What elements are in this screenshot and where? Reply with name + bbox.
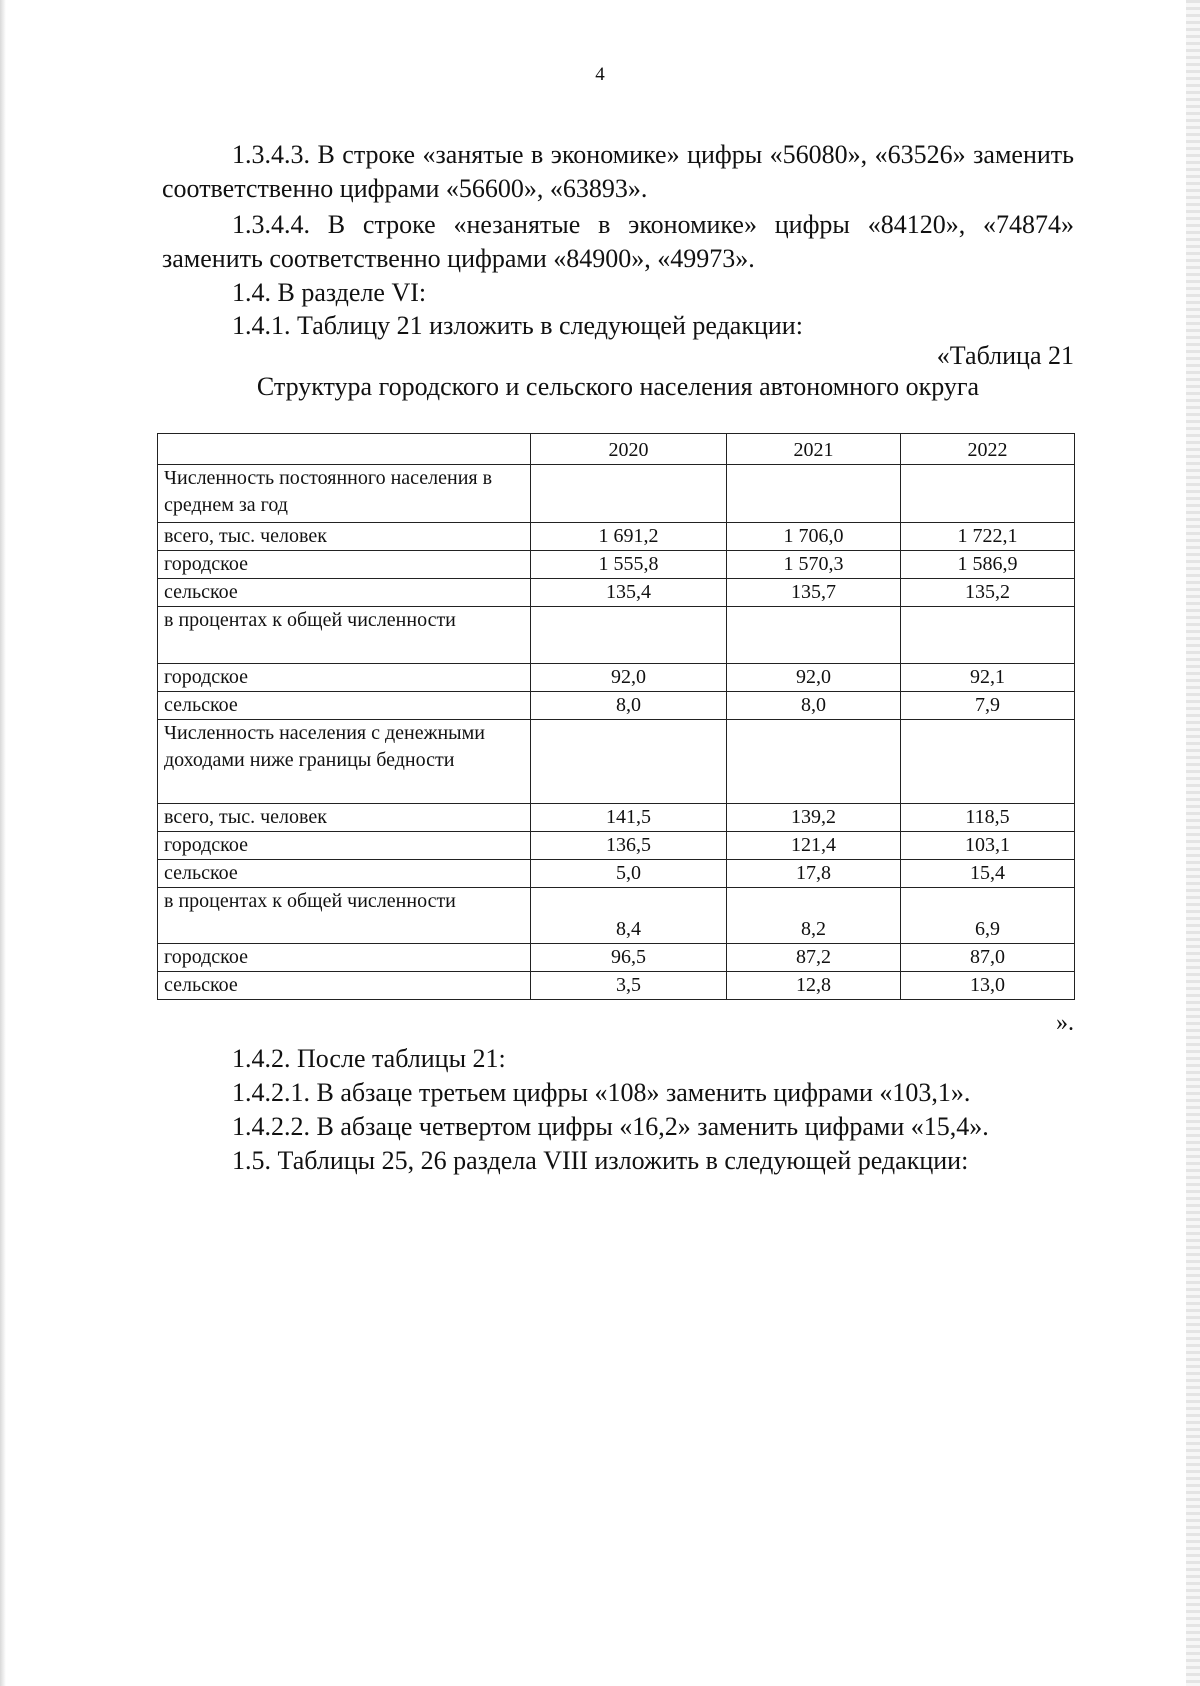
- row-label-cell: городское: [158, 944, 531, 972]
- row-label-cell: городское: [158, 832, 531, 860]
- value-cell: [901, 720, 1075, 804]
- paragraph-1-4-2-1: 1.4.2.1. В абзаце третьем цифры «108» заменить цифрами «103,1».: [232, 1078, 971, 1107]
- paragraph-1-4-1: 1.4.1. Таблицу 21 изложить в следующей редакции:: [232, 311, 803, 340]
- header-cell-2022: 2022: [901, 434, 1075, 465]
- table-row: [158, 888, 1075, 944]
- value-cell: 8,4: [531, 888, 727, 944]
- row-label-cell: городское: [158, 664, 531, 692]
- page-number: 4: [595, 64, 605, 85]
- value-cell: 5,0: [531, 860, 727, 888]
- closing-quote: ».: [1056, 1010, 1074, 1036]
- table-label: «Таблица 21: [936, 341, 1074, 370]
- value-cell: 103,1: [901, 832, 1075, 860]
- row-label-cell: городское: [158, 551, 531, 579]
- table-caption: Структура городского и сельского населения автономного округа: [256, 372, 980, 401]
- table-row: [158, 860, 1075, 888]
- table-row: [158, 972, 1075, 1000]
- table-row: [158, 523, 1075, 551]
- header-cell-2021: 2021: [727, 434, 901, 465]
- table-row: [158, 607, 1075, 664]
- table-row: [158, 551, 1075, 579]
- row-label-cell: Численность постоянного населения в среднем за год: [158, 465, 531, 523]
- value-cell: [901, 465, 1075, 523]
- paragraph-1-4-2-2: 1.4.2.2. В абзаце четвертом цифры «16,2» заменить цифрами «15,4».: [232, 1112, 989, 1141]
- scan-edge-left: [0, 0, 6, 1686]
- table-row: [158, 944, 1075, 972]
- value-cell: 136,5: [531, 832, 727, 860]
- row-label-cell: сельское: [158, 972, 531, 1000]
- value-cell: 1 555,8: [531, 551, 727, 579]
- row-label-cell: Численность населения с денежными доходами ниже границы бедности: [158, 720, 531, 804]
- paragraph-1-5: 1.5. Таблицы 25, 26 раздела VIII изложить в следующей редакции:: [232, 1146, 969, 1175]
- table-row: [158, 832, 1075, 860]
- value-cell: 1 570,3: [727, 551, 901, 579]
- paragraph-1-4: 1.4. В разделе VI:: [232, 278, 427, 307]
- header-cell-empty: [158, 434, 531, 465]
- paragraph-1-3-4-3: 1.3.4.3. В строке «занятые в экономике» цифры «56080», «63526» заменить соответственно цифрами «56600», «63893».: [162, 140, 1074, 203]
- value-cell: [531, 465, 727, 523]
- paragraph-1-3-4-4: 1.3.4.4. В строке «незанятые в экономике» цифры «84120», «74874» заменить соответственно цифрами «84900», «49973».: [162, 210, 1074, 273]
- value-cell: [531, 720, 727, 804]
- value-cell: [727, 465, 901, 523]
- row-label-cell: всего, тыс. человек: [158, 523, 531, 551]
- population-structure-table: [157, 433, 1075, 1000]
- value-cell: 141,5: [531, 804, 727, 832]
- value-cell: 8,0: [531, 692, 727, 720]
- table-row: [158, 804, 1075, 832]
- value-cell: 6,9: [901, 888, 1075, 944]
- value-cell: 135,7: [727, 579, 901, 607]
- value-cell: [901, 607, 1075, 664]
- table-row: [158, 692, 1075, 720]
- row-label-cell: всего, тыс. человек: [158, 804, 531, 832]
- header-cell-2020: 2020: [531, 434, 727, 465]
- value-cell: 1 691,2: [531, 523, 727, 551]
- value-cell: 118,5: [901, 804, 1075, 832]
- row-label-cell: в процентах к общей численности: [158, 607, 531, 664]
- value-cell: 17,8: [727, 860, 901, 888]
- value-cell: 3,5: [531, 972, 727, 1000]
- paragraph-1-4-2: 1.4.2. После таблицы 21:: [232, 1044, 506, 1073]
- value-cell: 135,2: [901, 579, 1075, 607]
- value-cell: 13,0: [901, 972, 1075, 1000]
- value-cell: 121,4: [727, 832, 901, 860]
- table-row: [158, 579, 1075, 607]
- value-cell: 7,9: [901, 692, 1075, 720]
- row-label-cell: сельское: [158, 860, 531, 888]
- value-cell: 8,2: [727, 888, 901, 944]
- value-cell: 92,0: [531, 664, 727, 692]
- table-row: [158, 465, 1075, 523]
- value-cell: 87,0: [901, 944, 1075, 972]
- value-cell: 1 722,1: [901, 523, 1075, 551]
- value-cell: 96,5: [531, 944, 727, 972]
- value-cell: [531, 607, 727, 664]
- value-cell: 1 706,0: [727, 523, 901, 551]
- value-cell: 92,0: [727, 664, 901, 692]
- table-header-row: [158, 434, 1075, 465]
- value-cell: [727, 720, 901, 804]
- row-label-cell: в процентах к общей численности: [158, 888, 531, 944]
- value-cell: 87,2: [727, 944, 901, 972]
- table-row: [158, 720, 1075, 804]
- value-cell: 139,2: [727, 804, 901, 832]
- value-cell: 1 586,9: [901, 551, 1075, 579]
- value-cell: 135,4: [531, 579, 727, 607]
- scan-edge-right: [1186, 0, 1200, 1686]
- value-cell: 15,4: [901, 860, 1075, 888]
- row-label-cell: сельское: [158, 692, 531, 720]
- table-row: [158, 664, 1075, 692]
- value-cell: 8,0: [727, 692, 901, 720]
- value-cell: 12,8: [727, 972, 901, 1000]
- value-cell: [727, 607, 901, 664]
- value-cell: 92,1: [901, 664, 1075, 692]
- row-label-cell: сельское: [158, 579, 531, 607]
